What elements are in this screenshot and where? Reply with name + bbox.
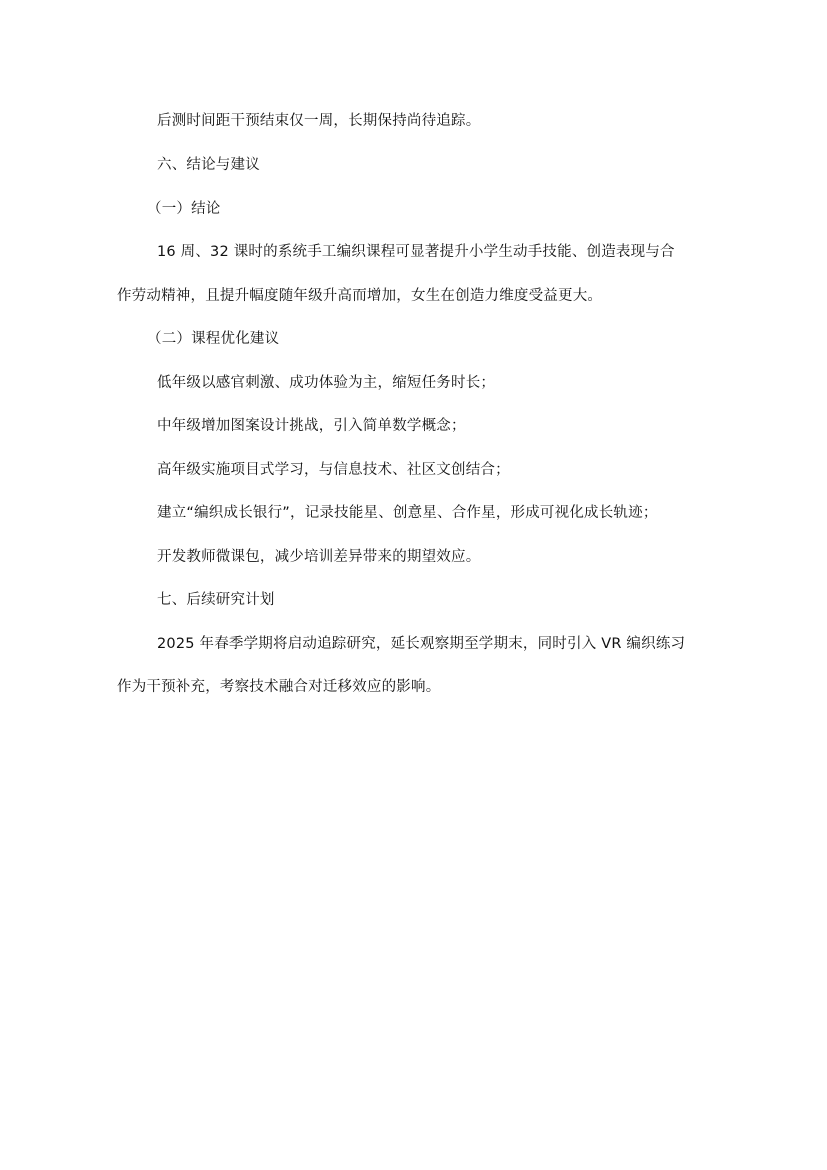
- section-heading-future-plan: 七、后续研究计划: [157, 592, 275, 608]
- suggestion-item: 中年级增加图案设计挑战，引入简单数学概念；: [157, 418, 466, 434]
- suggestion-item: 低年级以感官刺激、成功体验为主，缩短任务时长；: [157, 375, 496, 391]
- paragraph-tail: 后测时间距干预结束仅一周，长期保持尚待追踪。: [157, 113, 481, 129]
- conclusion-text-line: 16 周、32 课时的系统手工编织课程可显著提升小学生动手技能、创造表现与合: [157, 244, 675, 260]
- plan-text-line: 2025 年春季学期将启动追踪研究，延长观察期至学期末，同时引入 VR 编织练习: [157, 636, 686, 652]
- conclusion-text-line: 作劳动精神，且提升幅度随年级升高而增加，女生在创造力维度受益更大。: [117, 288, 603, 304]
- subheading-suggestions: （二）课程优化建议: [147, 331, 280, 347]
- section-heading-conclusions: 六、结论与建议: [157, 157, 260, 173]
- suggestion-item: 开发教师微课包，减少培训差异带来的期望效应。: [157, 549, 481, 565]
- subheading-conclusion: （一）结论: [147, 201, 221, 217]
- suggestion-item: 建立“编织成长银行”，记录技能星、创意星、合作星，形成可视化成长轨迹；: [157, 505, 658, 521]
- suggestion-item: 高年级实施项目式学习，与信息技术、社区文创结合；: [157, 462, 510, 478]
- plan-text-line: 作为干预补充，考察技术融合对迁移效应的影响。: [117, 679, 441, 695]
